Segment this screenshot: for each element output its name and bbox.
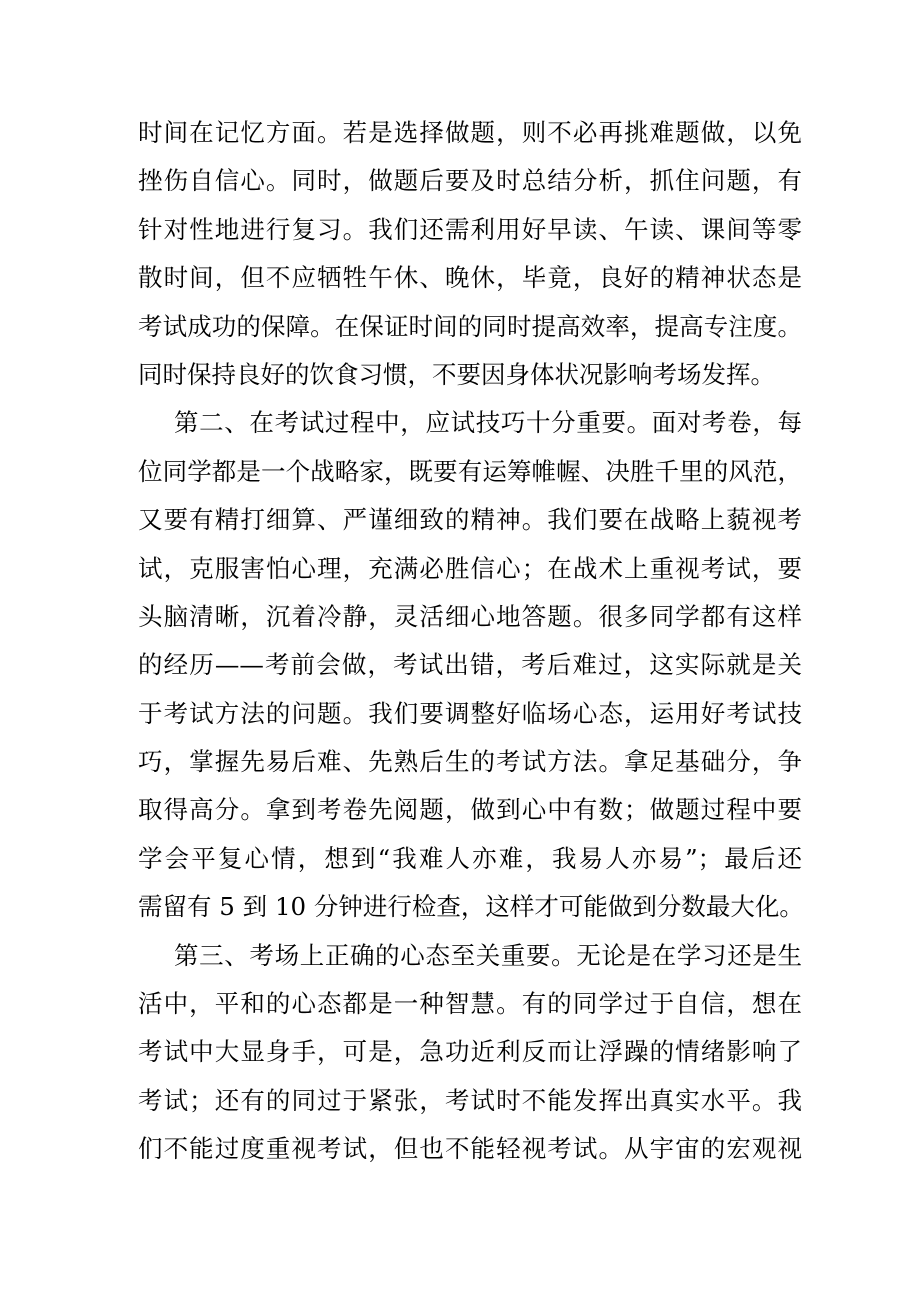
text-line: 需留有 5 到 10 分钟进行检查，这样才可能做到分数最大化。 <box>138 892 804 922</box>
text-line: 挫伤自信心。同时，做题后要及时总结分析，抓住问题，有 <box>138 166 802 196</box>
text-line: 考试成功的保障。在保证时间的同时提高效率，提高专注度。 <box>138 311 802 341</box>
text-line: 针对性地进行复习。我们还需利用好早读、午读、课间等零 <box>138 214 802 244</box>
text-line: 第三、考场上正确的心态至关重要。无论是在学习还是生 <box>174 940 802 970</box>
text-line: 第二、在考试过程中，应试技巧十分重要。面对考卷，每 <box>174 408 802 438</box>
text-line: 取得高分。拿到考卷先阅题，做到心中有数；做题过程中要 <box>138 795 802 825</box>
text-line: 同时保持良好的饮食习惯，不要因身体状况影响考场发挥。 <box>138 359 775 389</box>
text-line: 考试中大显身手，可是，急功近利反而让浮躁的情绪影响了 <box>138 1037 802 1067</box>
text-line: 们不能过度重视考试，但也不能轻视考试。从宇宙的宏观视 <box>138 1134 802 1164</box>
paragraph-continued <box>138 109 802 399</box>
text-line: 巧，掌握先易后难、先熟后生的考试方法。拿足基础分，争 <box>138 747 802 777</box>
text-line: 学会平复心情，想到“我难人亦难，我易人亦易”；最后还 <box>138 843 802 873</box>
text-line: 又要有精打细算、严谨细致的精神。我们要在战略上藐视考 <box>138 505 802 535</box>
text-line: 活中，平和的心态都是一种智慧。有的同学过于自信，想在 <box>138 989 802 1019</box>
text-line: 的经历——考前会做，考试出错，考后难过，这实际就是关 <box>138 650 802 680</box>
paragraph-second <box>138 399 802 931</box>
text-line: 试，克服害怕心理，充满必胜信心；在战术上重视考试，要 <box>138 553 802 583</box>
text-line: 头脑清晰，沉着冷静，灵活细心地答题。很多同学都有这样 <box>138 601 802 631</box>
text-line: 考试；还有的同过于紧张，考试时不能发挥出真实水平。我 <box>138 1085 802 1115</box>
paragraph-third <box>138 932 802 1174</box>
body-text <box>138 109 802 1174</box>
text-line: 散时间，但不应牺牲午休、晚休，毕竟，良好的精神状态是 <box>138 263 802 293</box>
text-line: 于考试方法的问题。我们要调整好临场心态，运用好考试技 <box>138 698 802 728</box>
text-line: 位同学都是一个战略家，既要有运筹帷幄、决胜千里的风范， <box>138 456 802 486</box>
text-line: 时间在记忆方面。若是选择做题，则不必再挑难题做，以免 <box>138 118 802 147</box>
